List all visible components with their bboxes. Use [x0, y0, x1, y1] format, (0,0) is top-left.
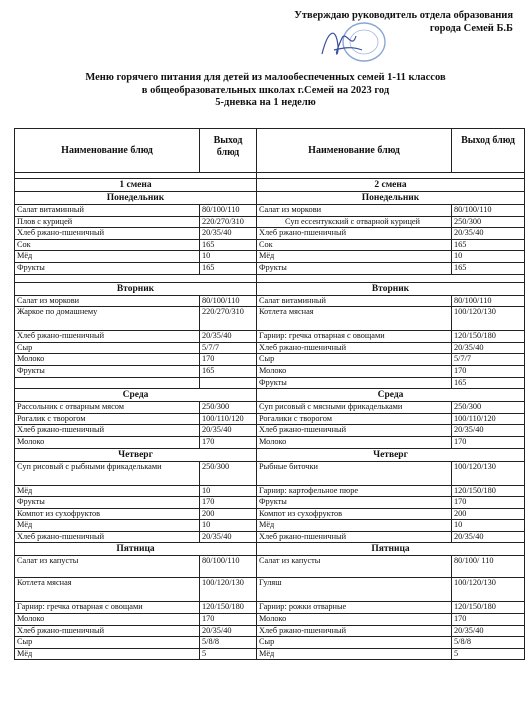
- section-spacer: [15, 274, 525, 282]
- signature-stamp: [312, 20, 388, 72]
- day-label-tue-shift-1: Вторник: [15, 282, 257, 295]
- output-shift-2: 100/120/130: [452, 578, 525, 602]
- table-row: [15, 648, 525, 660]
- dish-shift-1: Гарнир: гречка отварная с овощами: [15, 602, 200, 614]
- output-shift-2: 10: [452, 251, 525, 263]
- output-shift-1: 250/300: [200, 461, 257, 485]
- output-shift-1: 250/300: [200, 402, 257, 414]
- table-row: [15, 637, 525, 649]
- output-shift-2: 200: [452, 508, 525, 520]
- dish-shift-2: Хлеб ржано-пшеничный: [257, 342, 452, 354]
- day-label-mon-shift-1: Понедельник: [15, 192, 257, 205]
- dish-shift-1: Фрукты: [15, 262, 200, 274]
- day-label-wed-shift-1: Среда: [15, 389, 257, 402]
- dish-shift-1: Хлеб ржано-пшеничный: [15, 331, 200, 343]
- output-shift-2: 100/120/130: [452, 461, 525, 485]
- heading-line-3: 5-дневка на 1 неделю: [215, 97, 316, 108]
- day-label-fri-shift-1: Пятница: [15, 543, 257, 556]
- dish-shift-2: Гуляш: [257, 578, 452, 602]
- dish-shift-2: Компот из сухофруктов: [257, 508, 452, 520]
- output-shift-1: 165: [200, 239, 257, 251]
- day-label-fri-shift-2: Пятница: [257, 543, 525, 556]
- output-shift-1: 170: [200, 497, 257, 509]
- output-shift-1: 10: [200, 485, 257, 497]
- dish-shift-2: Фрукты: [257, 377, 452, 389]
- output-shift-2: 100/120/130: [452, 307, 525, 331]
- output-shift-1: 20/35/40: [200, 531, 257, 543]
- dish-shift-2: Гарнир: картофельное пюре: [257, 485, 452, 497]
- output-shift-1: 170: [200, 436, 257, 448]
- dish-shift-2: Суп ессентукский с отварной курицей: [257, 216, 452, 228]
- dish-shift-1: Мёд: [15, 485, 200, 497]
- table-row: [15, 602, 525, 614]
- heading-line-2: в общеобразовательных школах г.Семей на 2023 год: [141, 84, 390, 96]
- dish-shift-1: Рогалик с творогом: [15, 413, 200, 425]
- output-shift-2: 20/35/40: [452, 228, 525, 240]
- day-label-mon-shift-2: Понедельник: [257, 192, 525, 205]
- shift-1-label: 1 смена: [15, 179, 257, 192]
- col-output-header-1: Выход блюд: [200, 129, 257, 173]
- menu-table: [14, 128, 525, 660]
- dish-shift-2: Сок: [257, 239, 452, 251]
- output-shift-1: 5/7/7: [200, 342, 257, 354]
- table-row: [15, 413, 525, 425]
- output-shift-1: 220/270/310: [200, 216, 257, 228]
- approval-line-2: города Семей Б.Б: [429, 23, 513, 34]
- output-shift-2: 170: [452, 365, 525, 377]
- output-shift-1: 170: [200, 354, 257, 366]
- dish-shift-2: Мёд: [257, 648, 452, 660]
- dish-shift-2: Хлеб ржано-пшеничный: [257, 425, 452, 437]
- table-row: [15, 295, 525, 307]
- output-shift-1: 20/35/40: [200, 331, 257, 343]
- output-shift-2: 250/300: [452, 402, 525, 414]
- output-shift-2: 20/35/40: [452, 625, 525, 637]
- dish-shift-2: Хлеб ржано-пшеничный: [257, 228, 452, 240]
- day-row-mon: [15, 192, 525, 205]
- dish-shift-2: Молоко: [257, 436, 452, 448]
- output-shift-2: 170: [452, 436, 525, 448]
- dish-shift-1: Сок: [15, 239, 200, 251]
- table-row: [15, 307, 525, 331]
- table-row: [15, 402, 525, 414]
- shift-2-label: 2 смена: [257, 179, 525, 192]
- dish-shift-1: Плов с курицей: [15, 216, 200, 228]
- output-shift-1: 80/100/110: [200, 556, 257, 578]
- output-shift-2: 170: [452, 497, 525, 509]
- table-row: [15, 342, 525, 354]
- dish-shift-2: Рыбные биточки: [257, 461, 452, 485]
- dish-shift-2: Фрукты: [257, 262, 452, 274]
- dish-shift-1: Котлета мясная: [15, 578, 200, 602]
- dish-shift-2: Гарнир: рожки отварные: [257, 602, 452, 614]
- output-shift-2: 165: [452, 377, 525, 389]
- table-row: [15, 578, 525, 602]
- dish-shift-1: Суп рисовый с рыбными фрикадельками: [15, 461, 200, 485]
- day-label-thu-shift-1: Четверг: [15, 448, 257, 461]
- table-row: [15, 436, 525, 448]
- output-shift-2: 10: [452, 520, 525, 532]
- output-shift-2: 20/35/40: [452, 425, 525, 437]
- dish-shift-1: Компот из сухофруктов: [15, 508, 200, 520]
- dish-shift-2: Суп рисовый с мясными фрикадельками: [257, 402, 452, 414]
- dish-shift-2: Котлета мясная: [257, 307, 452, 331]
- output-shift-1: 100/120/130: [200, 578, 257, 602]
- output-shift-1: 10: [200, 520, 257, 532]
- table-row: [15, 497, 525, 509]
- output-shift-1: 20/35/40: [200, 425, 257, 437]
- dish-shift-1: Хлеб ржано-пшеничный: [15, 531, 200, 543]
- table-row: [15, 485, 525, 497]
- day-row-thu: [15, 448, 525, 461]
- output-shift-2: 5/7/7: [452, 354, 525, 366]
- output-shift-1: 20/35/40: [200, 625, 257, 637]
- table-row: [15, 508, 525, 520]
- output-shift-1: [200, 377, 257, 389]
- table-row: [15, 520, 525, 532]
- output-shift-2: 165: [452, 239, 525, 251]
- dish-shift-1: Фрукты: [15, 365, 200, 377]
- dish-shift-1: Молоко: [15, 354, 200, 366]
- output-shift-1: 165: [200, 262, 257, 274]
- table-row: [15, 216, 525, 228]
- output-shift-2: 5/8/8: [452, 637, 525, 649]
- approval-line-1: Утверждаю руководитель отдела образования: [294, 10, 513, 21]
- output-shift-2: 80/100/110: [452, 295, 525, 307]
- table-row: [15, 365, 525, 377]
- output-shift-2: 120/150/180: [452, 331, 525, 343]
- output-shift-2: 250/300: [452, 216, 525, 228]
- output-shift-2: 80/100/ 110: [452, 556, 525, 578]
- col-output-header-2: Выход блюд: [452, 129, 525, 173]
- table-row: [15, 354, 525, 366]
- table-row: [15, 251, 525, 263]
- output-shift-1: 80/100/110: [200, 295, 257, 307]
- dish-shift-1: Хлеб ржано-пшеничный: [15, 625, 200, 637]
- dish-shift-1: Хлеб ржано-пшеничный: [15, 228, 200, 240]
- day-label-tue-shift-2: Вторник: [257, 282, 525, 295]
- output-shift-2: 80/100/110: [452, 205, 525, 217]
- dish-shift-2: Гарнир: гречка отварная с овощами: [257, 331, 452, 343]
- menu-heading: [0, 72, 531, 110]
- dish-shift-1: Молоко: [15, 436, 200, 448]
- output-shift-1: 220/270/310: [200, 307, 257, 331]
- col-dish-header-1: Наименование блюд: [15, 129, 200, 173]
- dish-shift-1: Жаркое по домашнему: [15, 307, 200, 331]
- output-shift-1: 165: [200, 365, 257, 377]
- output-shift-1: 100/110/120: [200, 413, 257, 425]
- table-row: [15, 377, 525, 389]
- output-shift-2: 120/150/180: [452, 602, 525, 614]
- output-shift-1: 5/8/8: [200, 637, 257, 649]
- output-shift-1: 80/100/110: [200, 205, 257, 217]
- output-shift-2: 100/110/120: [452, 413, 525, 425]
- dish-shift-2: Молоко: [257, 365, 452, 377]
- day-row-wed: [15, 389, 525, 402]
- output-shift-2: 170: [452, 614, 525, 626]
- dish-shift-1: Рассольник с отварным мясом: [15, 402, 200, 414]
- dish-shift-1: Мёд: [15, 251, 200, 263]
- day-label-wed-shift-2: Среда: [257, 389, 525, 402]
- table-row: [15, 625, 525, 637]
- dish-shift-1: Хлеб ржано-пшеничный: [15, 425, 200, 437]
- day-label-thu-shift-2: Четверг: [257, 448, 525, 461]
- output-shift-1: 5: [200, 648, 257, 660]
- dish-shift-2: Мёд: [257, 520, 452, 532]
- output-shift-2: 5: [452, 648, 525, 660]
- dish-shift-2: Салат из капусты: [257, 556, 452, 578]
- dish-shift-1: Салат витаминный: [15, 205, 200, 217]
- dish-shift-2: Хлеб ржано-пшеничный: [257, 625, 452, 637]
- output-shift-2: 20/35/40: [452, 531, 525, 543]
- shift-row: [15, 179, 525, 192]
- day-row-tue: [15, 282, 525, 295]
- table-row: [15, 228, 525, 240]
- table-row: [15, 614, 525, 626]
- header-row: [15, 129, 525, 173]
- output-shift-1: 120/150/180: [200, 602, 257, 614]
- table-row: [15, 239, 525, 251]
- output-shift-1: 10: [200, 251, 257, 263]
- dish-shift-2: Салат из моркови: [257, 205, 452, 217]
- dish-shift-1: Мёд: [15, 520, 200, 532]
- output-shift-1: 20/35/40: [200, 228, 257, 240]
- table-row: [15, 531, 525, 543]
- table-row: [15, 556, 525, 578]
- dish-shift-2: Сыр: [257, 637, 452, 649]
- day-row-fri: [15, 543, 525, 556]
- dish-shift-1: Сыр: [15, 342, 200, 354]
- dish-shift-1: Салат из капусты: [15, 556, 200, 578]
- col-dish-header-2: Наименование блюд: [257, 129, 452, 173]
- dish-shift-2: Молоко: [257, 614, 452, 626]
- output-shift-1: 170: [200, 614, 257, 626]
- table-row: [15, 425, 525, 437]
- dish-shift-2: Рогалики с творогом: [257, 413, 452, 425]
- dish-shift-1: Фрукты: [15, 497, 200, 509]
- dish-shift-2: Сыр: [257, 354, 452, 366]
- table-row: [15, 461, 525, 485]
- dish-shift-2: Хлеб ржано-пшеничный: [257, 531, 452, 543]
- dish-shift-2: Мёд: [257, 251, 452, 263]
- dish-shift-1: Салат из моркови: [15, 295, 200, 307]
- heading-line-1: Меню горячего питания для детей из малообеспеченных семей 1-11 классов: [85, 72, 446, 83]
- dish-shift-1: Мёд: [15, 648, 200, 660]
- table-row: [15, 262, 525, 274]
- dish-shift-1: [15, 377, 200, 389]
- output-shift-2: 165: [452, 262, 525, 274]
- table-row: [15, 205, 525, 217]
- output-shift-1: 200: [200, 508, 257, 520]
- dish-shift-2: Фрукты: [257, 497, 452, 509]
- output-shift-2: 20/35/40: [452, 342, 525, 354]
- dish-shift-1: Молоко: [15, 614, 200, 626]
- dish-shift-1: Сыр: [15, 637, 200, 649]
- table-row: [15, 331, 525, 343]
- output-shift-2: 120/150/180: [452, 485, 525, 497]
- dish-shift-2: Салат витаминный: [257, 295, 452, 307]
